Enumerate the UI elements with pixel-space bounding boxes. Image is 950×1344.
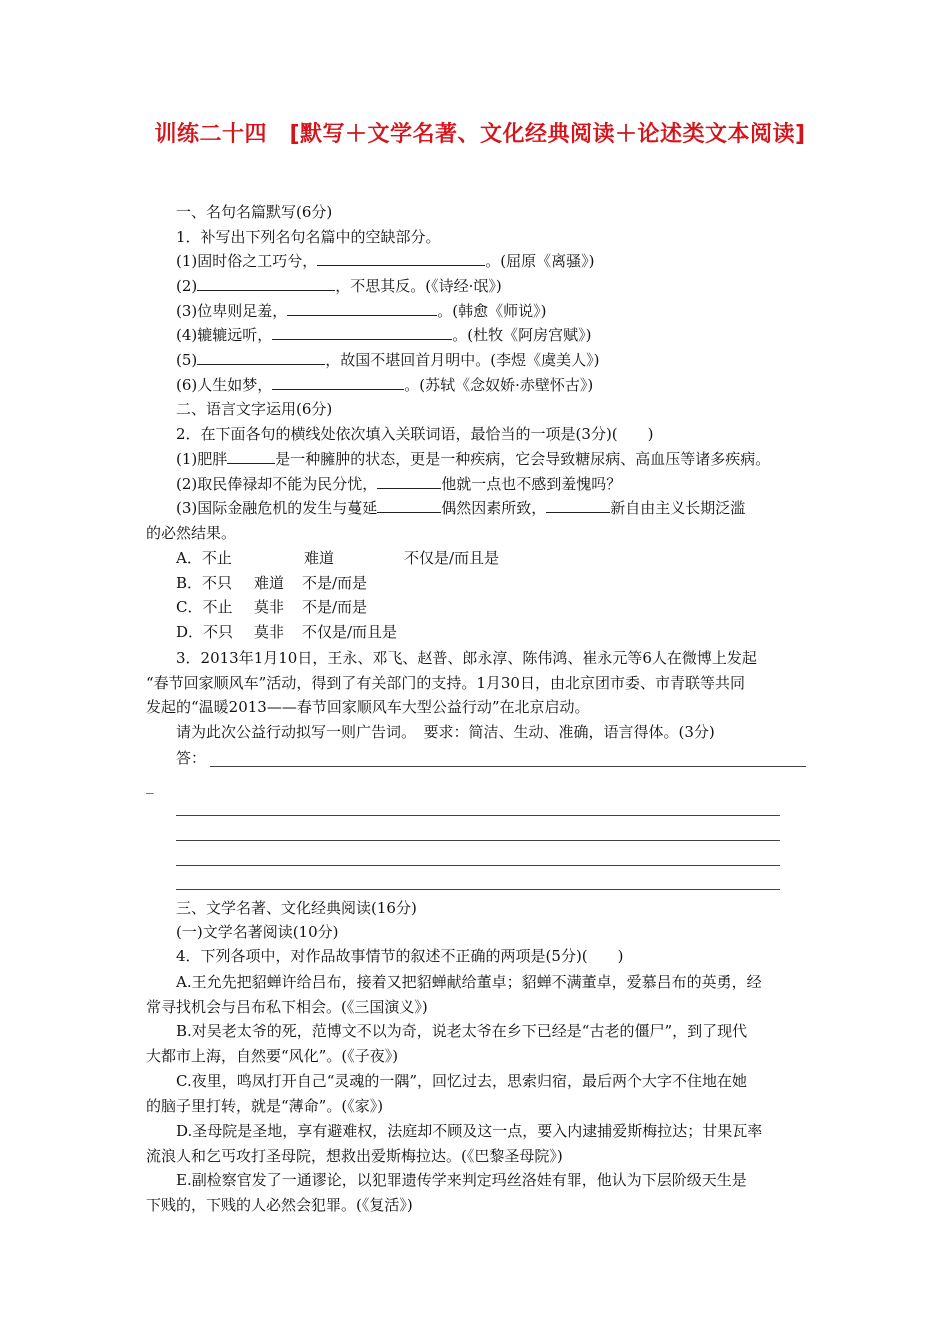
q3-requirement: 请为此次公益行动拟写一则广告词。 要求：简洁、生动、准确，语言得体。(3分) <box>176 723 715 741</box>
q4-option-d-line-1: D.圣母院是圣地，享有避难权，法庭却不顾及这一点，要入内逮捕爱斯梅拉达；甘果瓦率 <box>176 1122 763 1140</box>
q1-item-2: (2) ，不思其反。(《诗经·氓》) <box>176 277 502 295</box>
q4-option-d-line-2: 流浪人和乞丐攻打圣母院，想救出爱斯梅拉达。(《巴黎圣母院》) <box>146 1147 563 1165</box>
blank-line <box>197 350 325 365</box>
q4-text: 4．下列各项中，对作品故事情节的叙述不正确的两项是(5分)( ) <box>176 947 624 965</box>
q1-item-6: (6)人生如梦， 。(苏轼《念奴娇·赤壁怀古》) <box>176 376 594 394</box>
section3-heading: 三、文学名著、文化经典阅读(16分) <box>176 899 417 917</box>
blank-line <box>272 375 404 390</box>
q2-sentence-2: (2)取民俸禄却不能为民分忧， 他就一点也不感到羞愧吗？ <box>176 475 622 493</box>
q4-option-c-line-1: C.夜里，鸣凤打开自己“灵魂的一隅”，回忆过去，思索归宿，最后两个大字不住地在她 <box>176 1072 748 1090</box>
q4-option-a-line-2: 常寻找机会与吕布私下相会。(《三国演义》) <box>146 998 428 1016</box>
page-title: 训练二十四 [默写＋文学名著、文化经典阅读＋论述类文本阅读] <box>154 122 806 147</box>
q2-option-d: D．不只 莫非 不仅是/而且是 <box>176 623 398 641</box>
q3-line-2: “春节回家顺风车”活动，得到了有关部门的支持。1月30日，由北京团市委、市青联等共同 <box>146 674 745 692</box>
answer-line[interactable] <box>210 766 806 767</box>
q1-item-5: (5) ，故国不堪回首月明中。(李煜《虞美人》) <box>176 351 600 369</box>
blank-line <box>272 325 452 340</box>
blank-line <box>546 498 610 513</box>
q4-option-c-line-2: 的脑子里打转，就是“薄命”。(《家》) <box>146 1097 384 1115</box>
answer-label: 答： <box>176 749 207 767</box>
q4-option-b-line-1: B.对吴老太爷的死，范博文不以为奇，说老太爷在乡下已经是“古老的僵尸”，到了现代 <box>176 1022 748 1040</box>
q3-line-3: 发起的“温暖2013——春节回家顺风车大型公益行动”在北京启动。 <box>146 698 590 716</box>
answer-line[interactable] <box>176 840 780 841</box>
blank-line <box>197 276 335 291</box>
blank-line <box>377 474 441 489</box>
section3-subheading: (一)文学名著阅读(10分) <box>176 923 339 941</box>
blank-line <box>287 301 437 316</box>
answer-line[interactable] <box>176 865 780 866</box>
q1-text: 1．补写出下列名句名篇中的空缺部分。 <box>176 228 441 246</box>
q2-sentence-1: (1)肥胖 是一种臃肿的状态，更是一种疾病，它会导致糖尿病、高血压等诸多疾病。 <box>176 450 771 468</box>
q2-option-c: C．不止 莫非 不是/而是 <box>176 598 368 616</box>
section1-heading: 一、名句名篇默写(6分) <box>176 203 333 221</box>
q4-option-a-line-1: A.王允先把貂蝉许给吕布，接着又把貂蝉献给董卓；貂蝉不满董卓，爱慕吕布的英勇，经 <box>176 973 762 991</box>
q1-item-1: (1)固时俗之工巧兮， 。(屈原《离骚》) <box>176 252 595 270</box>
q4-option-e-line-1: E.副检察官发了一通谬论，以犯罪遗传学来判定玛丝洛娃有罪，他认为下层阶级天生是 <box>176 1171 747 1189</box>
blank-line <box>317 251 485 266</box>
q2-sentence-3-cont: 的必然结果。 <box>146 524 237 542</box>
q4-option-b-line-2: 大都市上海，自然要“风化”。(《子夜》) <box>146 1047 399 1065</box>
answer-line[interactable] <box>176 815 780 816</box>
q2-text: 2．在下面各句的横线处依次填入关联词语，最恰当的一项是(3分)( ) <box>176 425 654 443</box>
blank-line <box>377 498 441 513</box>
q1-item-3: (3)位卑则足羞， 。(韩愈《师说》) <box>176 302 547 320</box>
answer-line[interactable] <box>176 889 780 890</box>
q2-option-a: A．不止 难道 不仅是/而且是 <box>176 549 500 567</box>
q2-option-b: B．不只 难道 不是/而是 <box>176 574 368 592</box>
q4-option-e-line-2: 下贱的，下贱的人必然会犯罪。(《复活》) <box>146 1196 413 1214</box>
q3-line-1: 3．2013年1月10日，王永、邓飞、赵普、郎永淳、陈伟鸿、崔永元等6人在微博上发起 <box>176 649 757 667</box>
section2-heading: 二、语言文字运用(6分) <box>176 400 333 418</box>
blank-line <box>227 449 275 464</box>
answer-dash: _ <box>146 776 154 794</box>
q2-sentence-3: (3)国际金融危机的发生与蔓延 偶然因素所致， 新自由主义长期泛滥 <box>176 499 746 517</box>
q1-item-4: (4)辘辘远听， 。(杜牧《阿房宫赋》) <box>176 326 592 344</box>
